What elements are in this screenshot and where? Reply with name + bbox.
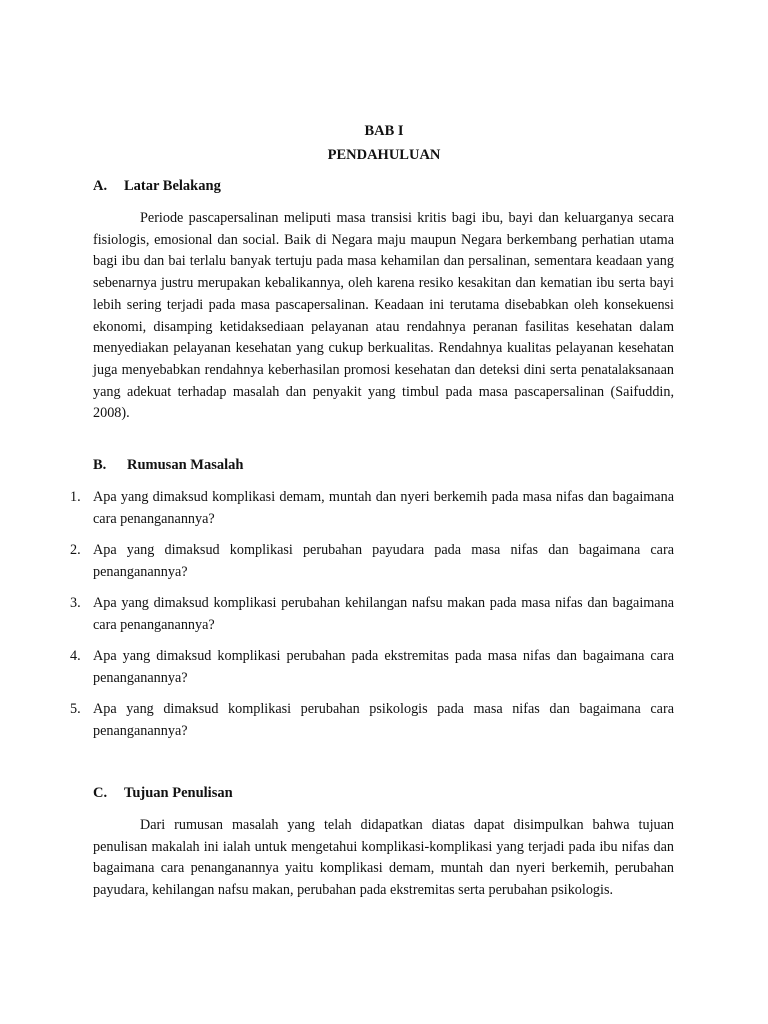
list-item-text: Apa yang dimaksud komplikasi perubahan kehilangan nafsu makan pada masa nifas dan bagaimana cara penanganannya?	[93, 595, 674, 633]
list-item-number: 1.	[70, 489, 81, 505]
section-a-paragraph: Periode pascapersalinan meliputi masa transisi kritis bagi ibu, bayi dan keluarganya secara fisiologis, emosional dan social. Baik di Negara maju maupun Negara berkembang perhatian utama bagi ibu dan bai terlalu banyak tertuju pada masa kehamilan dan persalinan, sementara keadaan yang sebenarnya justru merupakan kebalikannya, oleh karena resiko kesakitan dan kematian ibu serta bayi lebih sering terjadi pada masa pascapersalinan. Keadaan ini terutama disebabkan oleh konsekuensi ekonomi, disamping ketidaksediaan pelayanan atau rendahnya peranan fasilitas kesehatan dalam menyediakan pelayanan kesehatan yang cukup berkualitas. Rendahnya kualitas pelayanan kesehatan juga menyebabkan rendahnya keberhasilan promosi kesehatan dan deteksi dini serta penatalaksanaan yang adekuat terhadap masalah dan penyakit yang timbul pada masa pascapersalinan (Saifuddin, 2008).	[93, 210, 674, 422]
problem-list	[70, 486, 674, 751]
list-item-number: 3.	[70, 595, 81, 611]
section-c-letter: C.	[93, 785, 108, 801]
list-item-number: 2.	[70, 542, 81, 558]
section-b-letter: B.	[93, 457, 107, 473]
section-b-title: Rumusan Masalah	[127, 457, 244, 473]
list-item	[70, 486, 674, 530]
list-item-number: 5.	[70, 701, 81, 717]
section-c-heading	[93, 785, 233, 802]
list-item	[70, 592, 674, 636]
section-c-paragraph: Dari rumusan masalah yang telah didapatkan diatas dapat disimpulkan bahwa tujuan penulisan makalah ini ialah untuk mengetahui komplikasi-komplikasi yang terjadi pada ibu nifas dan bagaimana cara penanganannya yaitu komplikasi demam, muntah dan nyeri berkemih, perubahan payudara, kehilangan nafsu makan, perubahan pada ekstremitas serta perubahan psikologis.	[93, 817, 674, 899]
list-item-text: Apa yang dimaksud komplikasi perubahan pada ekstremitas pada masa nifas dan bagaimana cara penanganannya?	[93, 648, 674, 686]
section-a-title: Latar Belakang	[124, 178, 221, 194]
list-item	[70, 539, 674, 583]
list-item-text: Apa yang dimaksud komplikasi demam, muntah dan nyeri berkemih pada masa nifas dan bagaimana cara penanganannya?	[93, 489, 674, 527]
chapter-label: BAB I	[364, 123, 404, 139]
list-item	[70, 645, 674, 689]
section-c-title: Tujuan Penulisan	[124, 785, 233, 801]
list-item-text: Apa yang dimaksud komplikasi perubahan payudara pada masa nifas dan bagaimana cara penanganannya?	[93, 542, 674, 580]
list-item-text: Apa yang dimaksud komplikasi perubahan psikologis pada masa nifas dan bagaimana cara penanganannya?	[93, 701, 674, 739]
section-b-heading	[93, 457, 243, 474]
list-item	[70, 698, 674, 742]
list-item-number: 4.	[70, 648, 81, 664]
section-a-letter: A.	[93, 178, 108, 194]
chapter-title: PENDAHULUAN	[327, 147, 441, 163]
section-a-heading	[93, 178, 221, 195]
